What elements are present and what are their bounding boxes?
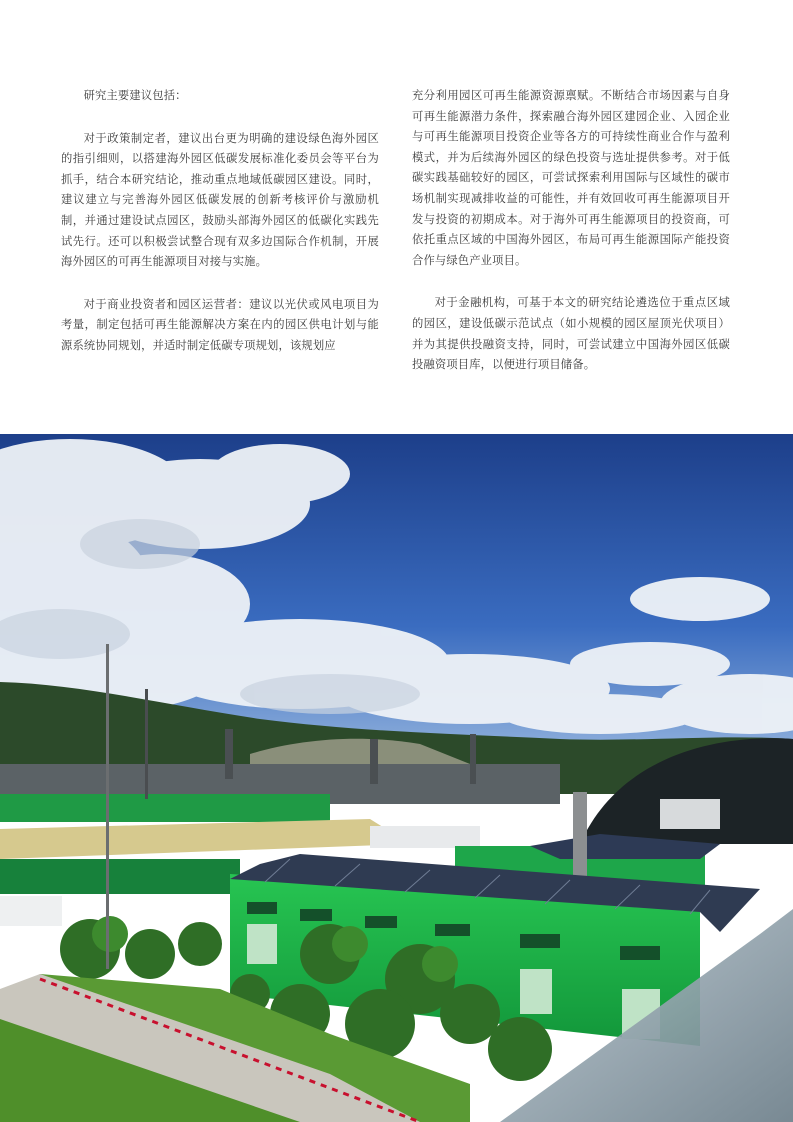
intro-paragraph: 研究主要建议包括： <box>83 89 187 102</box>
financial-institutions-paragraph: 对于金融机构，可基于本文的研究结论遴选位于重点区域的园区，建设低碳示范试点（如小规模的园区屋顶光伏项目）并为其提供投融资支持，同时，可尝试建立中国海外园区低碳投融资项目库，以便进行项目储备。 <box>412 296 730 372</box>
industrial-park-photo <box>0 434 793 1122</box>
continued-paragraph: 充分利用园区可再生能源资源禀赋。不断结合市场因素与自身可再生能源潜力条件，探索融合海外园区建园企业、入园企业与可再生能源项目投资企业等各方的可持续性商业合作与盈利模式，并为后续海外园区的绿色投资与选址提供参考。对于低碳实践基础较好的园区，可尝试探索利用国际与区域性的碳市场机制实现减排收益的可能性，并有效回收可再生能源项目开发与投资的初期成本。对于海外可再生能源项目的投资商，可依托重点区域的中国海外园区，布局可再生能源国际产能投资合作与绿色产业项目。 <box>412 89 730 267</box>
policy-makers-paragraph: 对于政策制定者，建议出台更为明确的建设绿色海外园区的指引细则，以搭建海外园区低碳发展标准化委员会等平台为抓手，结合本研究结论，推动重点地域低碳园区建设。同时，建议建立与完善海外园区低碳发展的创新考核评价与激励机制，并通过建设试点园区，鼓励头部海外园区的低碳化实践先试先行。还可以积极尝试整合现有双多边国际合作机制，开展海外园区的可再生能源项目对接与实施。 <box>61 131 379 269</box>
text-column-right <box>412 86 730 376</box>
business-investors-paragraph: 对于商业投资者和园区运营者：建议以光伏或风电项目为考量，制定包括可再生能源解决方案在内的园区供电计划与能源系统协同规划，并适时制定低碳专项规划，该规划应 <box>61 297 379 352</box>
text-column-left <box>61 86 379 357</box>
